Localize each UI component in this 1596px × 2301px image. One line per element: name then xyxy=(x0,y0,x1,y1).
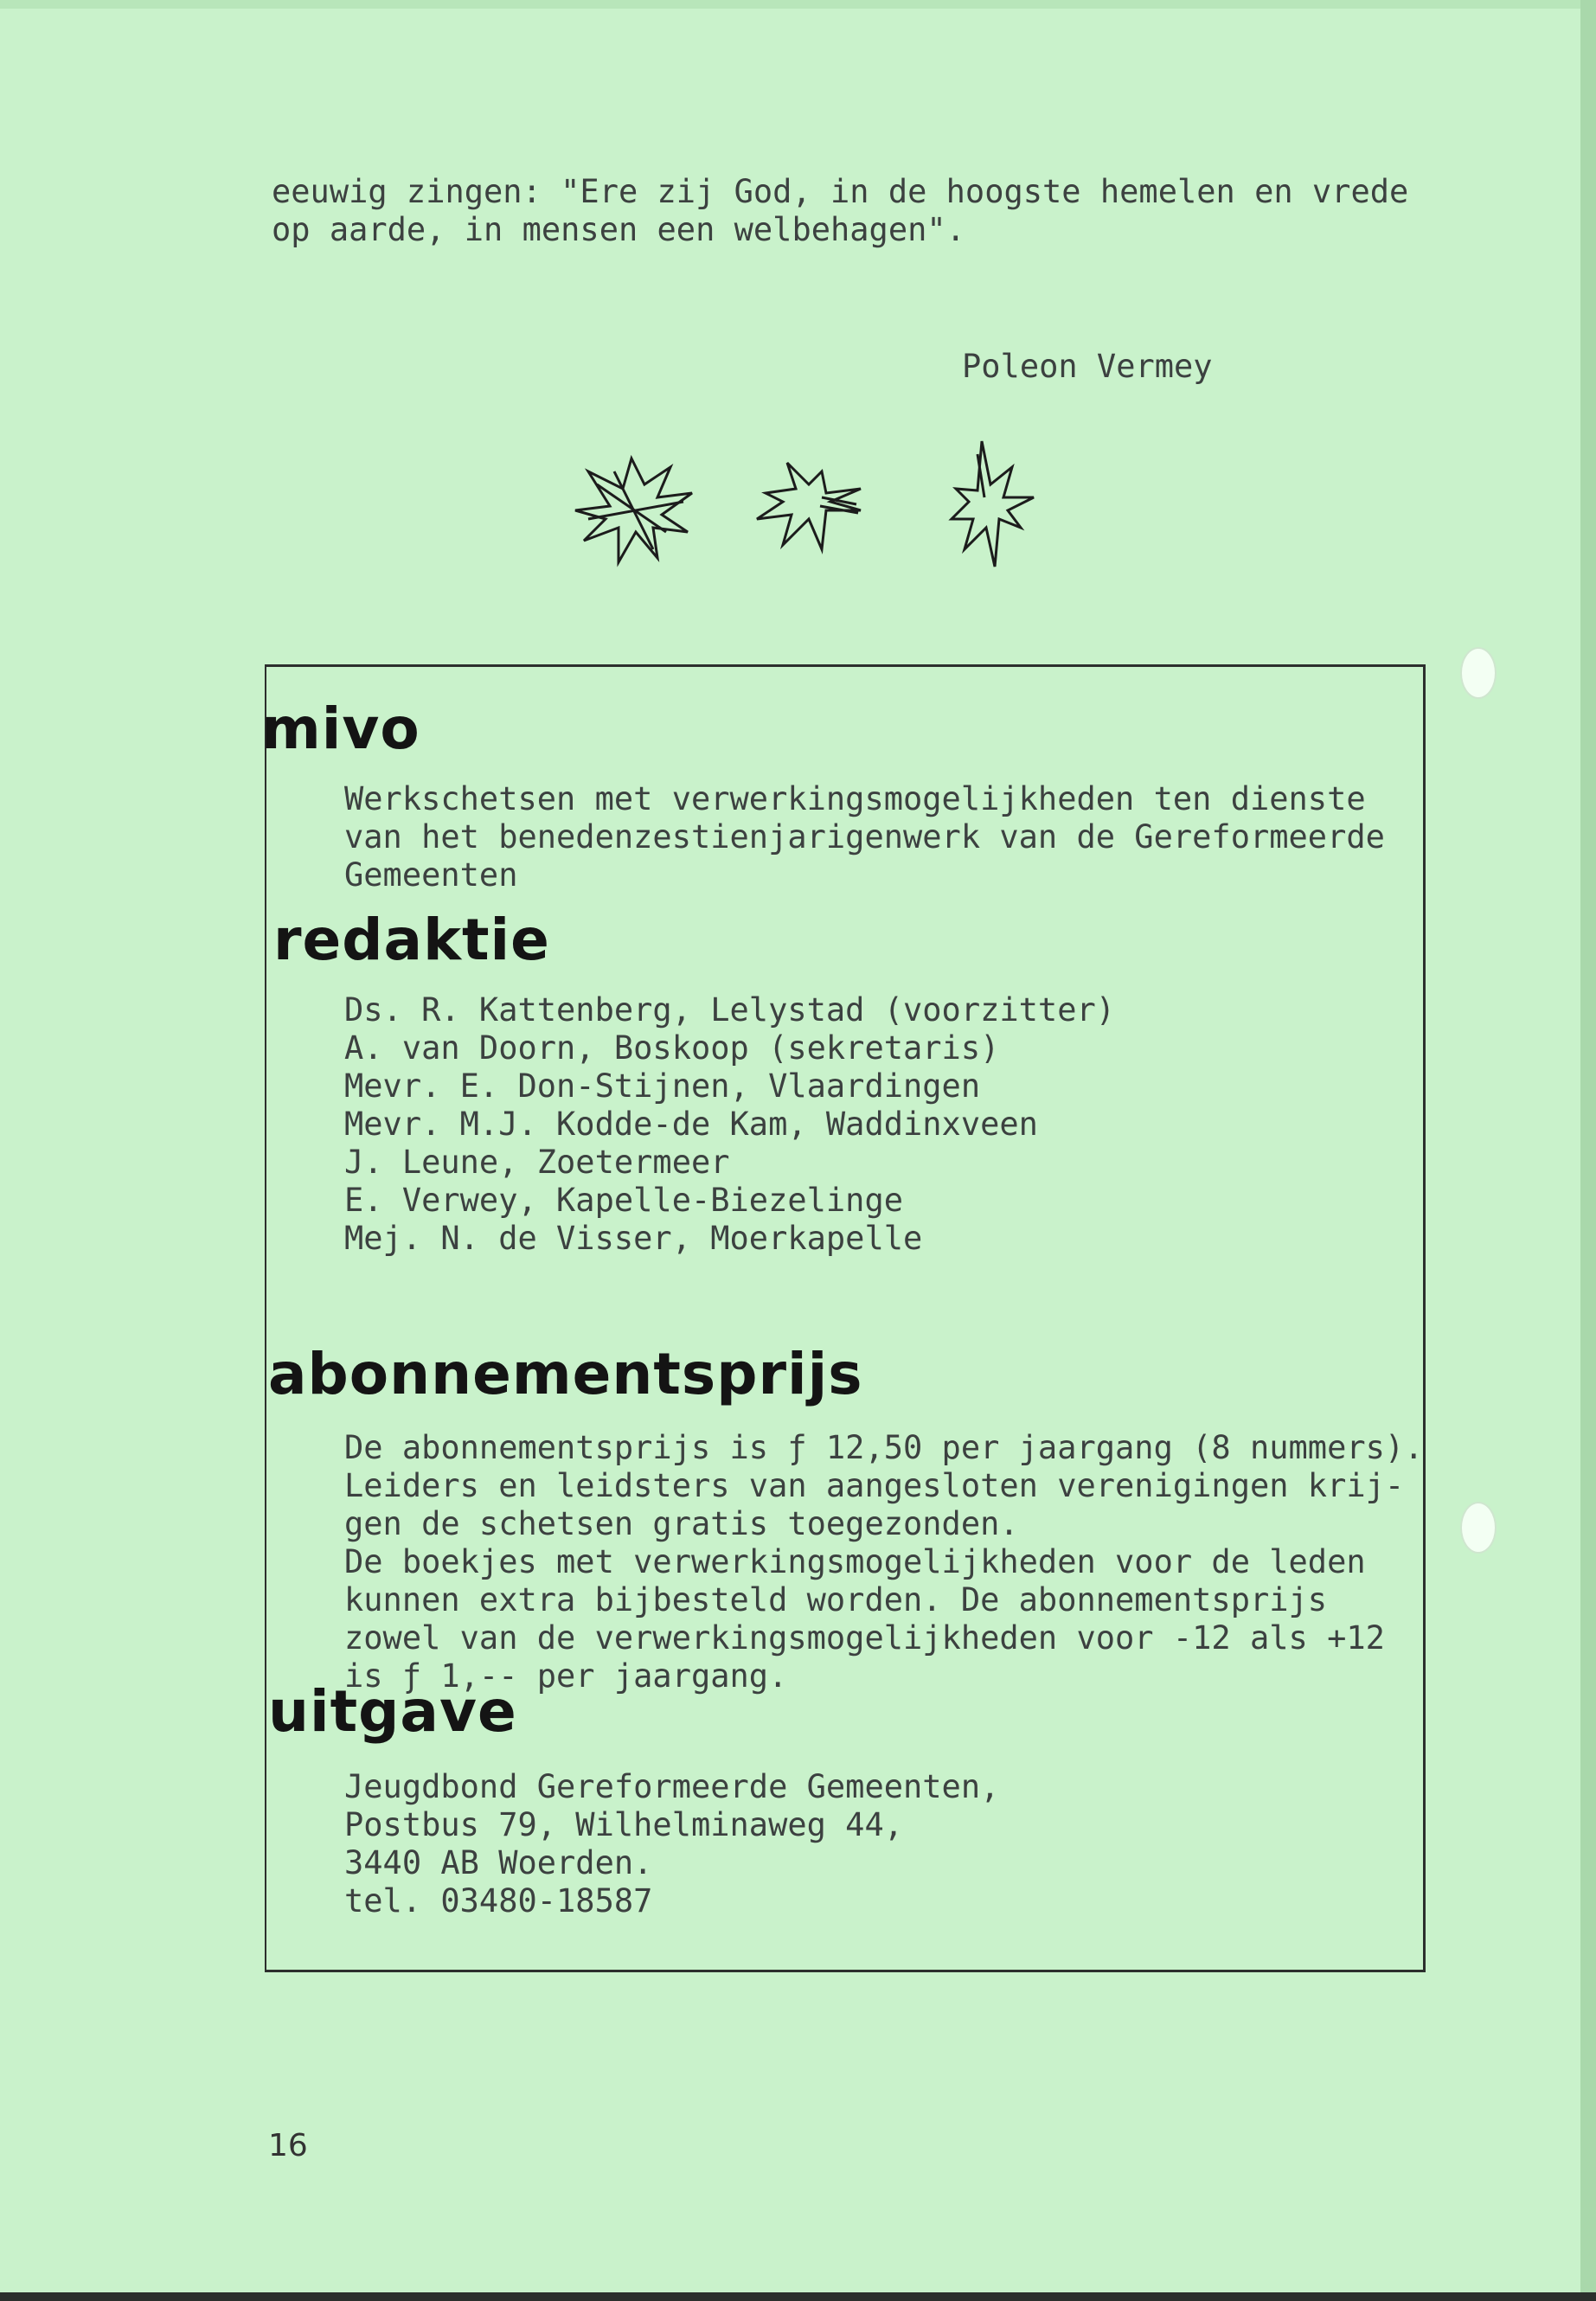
mivo-description xyxy=(344,780,1385,894)
abonnement-line: De boekjes met verwerkingsmogelijkheden voor de leden xyxy=(344,1543,1366,1580)
abonnementsprijs-text xyxy=(344,1429,1423,1695)
page-edge-right xyxy=(1580,0,1596,2301)
punch-hole xyxy=(1460,647,1497,699)
abonnement-line: kunnen extra bijbesteld worden. De abonnementsprijs xyxy=(344,1581,1328,1618)
redaktie-member: E. Verwey, Kapelle-Biezelinge xyxy=(344,1182,904,1219)
page-number: 16 xyxy=(268,2128,308,2163)
redaktie-member: Ds. R. Kattenberg, Lelystad (voorzitter) xyxy=(344,991,1116,1029)
mivo-heading: mivo xyxy=(261,695,420,762)
page-edge-top xyxy=(0,0,1596,9)
mivo-line: van het benedenzestienjarigenwerk van de Gereformeerde xyxy=(344,818,1385,856)
uitgave-heading: uitgave xyxy=(268,1678,517,1745)
star-icon-3 xyxy=(952,441,1034,567)
abonnement-line: is ƒ 1,-- per jaargang. xyxy=(344,1657,788,1695)
intro-line-1: eeuwig zingen: "Ere zij God, in de hoogste hemelen en vrede xyxy=(272,173,1409,210)
intro-line-2: op aarde, in mensen een welbehagen". xyxy=(272,211,965,248)
mivo-line: Gemeenten xyxy=(344,856,518,894)
star-decorations xyxy=(562,437,1081,593)
abonnement-line: Leiders en leidsters van aangesloten verenigingen krij- xyxy=(344,1467,1405,1504)
star-icon-2 xyxy=(757,463,861,549)
uitgave-address xyxy=(344,1768,999,1920)
uitgave-line: 3440 AB Woerden. xyxy=(344,1844,653,1881)
intro-text xyxy=(272,173,1408,249)
redaktie-member: A. van Doorn, Boskoop (sekretaris) xyxy=(344,1029,1000,1067)
uitgave-line: Jeugdbond Gereformeerde Gemeenten, xyxy=(344,1768,1000,1805)
redaktie-member: Mevr. M.J. Kodde-de Kam, Waddinxveen xyxy=(344,1106,1038,1143)
redaktie-list xyxy=(344,991,1115,1258)
abonnement-line: gen de schetsen gratis toegezonden. xyxy=(344,1505,1019,1542)
redaktie-member: Mej. N. de Visser, Moerkapelle xyxy=(344,1220,923,1257)
redaktie-member: Mevr. E. Don-Stijnen, Vlaardingen xyxy=(344,1067,981,1105)
redaktie-heading: redaktie xyxy=(273,907,550,973)
mivo-line: Werkschetsen met verwerkingsmogelijkheden ten dienste xyxy=(344,780,1366,817)
abonnement-line: zowel van de verwerkingsmogelijkheden voor -12 als +12 xyxy=(344,1619,1385,1657)
uitgave-line: Postbus 79, Wilhelminaweg 44, xyxy=(344,1806,904,1843)
abonnement-line: De abonnementsprijs is ƒ 12,50 per jaargang (8 nummers). xyxy=(344,1429,1424,1466)
abonnementsprijs-heading: abonnementsprijs xyxy=(268,1341,863,1407)
signature: Poleon Vermey xyxy=(962,348,1213,385)
redaktie-member: J. Leune, Zoetermeer xyxy=(344,1144,730,1181)
uitgave-line: tel. 03480-18587 xyxy=(344,1882,653,1920)
page-edge-bottom xyxy=(0,2292,1596,2301)
punch-hole xyxy=(1460,1502,1497,1554)
